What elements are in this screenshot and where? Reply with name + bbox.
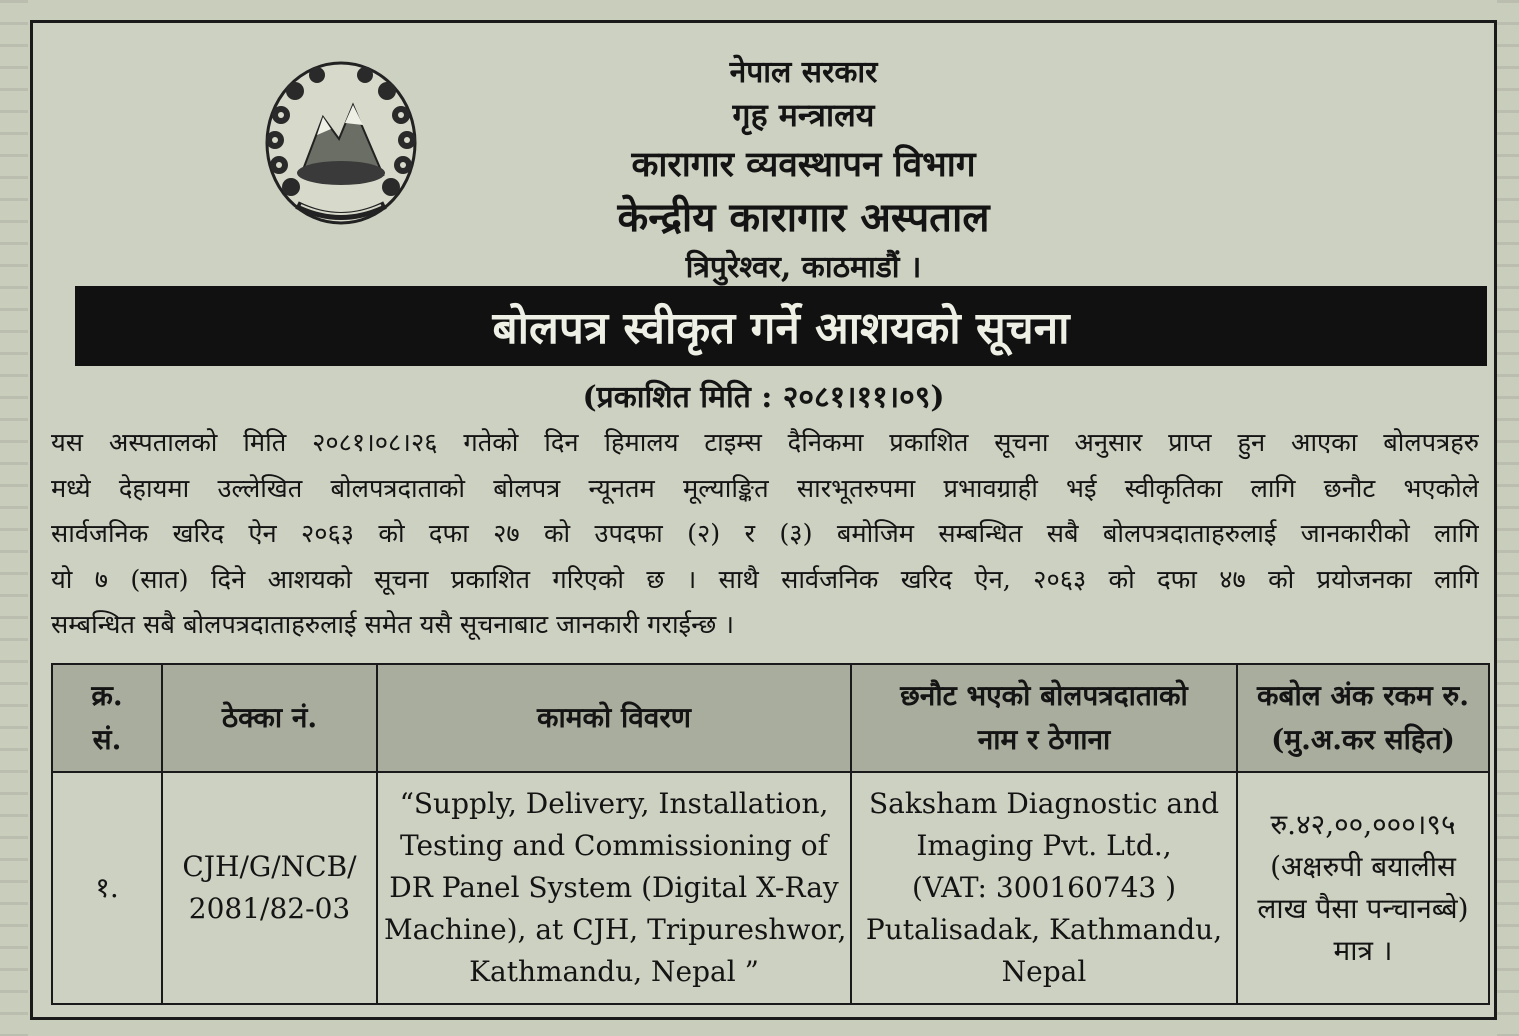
cell-work-description xyxy=(377,772,851,1004)
tender-table xyxy=(51,663,1490,1005)
work-description-line: “Supply, Delivery, Installation, xyxy=(399,787,829,820)
bidder-line: Saksham Diagnostic and xyxy=(868,787,1220,820)
ministry-name: गृह मन्त्रालय xyxy=(732,96,875,134)
amount-line: रु.४२,००,०००।९५ xyxy=(1270,808,1456,841)
header-contract-no: ठेक्का नं. xyxy=(162,664,377,772)
publication-date: (प्रकाशित मिति : २०८१।११।०९) xyxy=(582,380,945,415)
notice-title-banner xyxy=(75,286,1487,366)
body-line: यो ७ (सात) दिने आशयको सूचना प्रकाशित गरिएको छ । साथै सार्वजनिक खरिद ऐन, २०६३ को दफा ४७ को प्रयोजनका लागि xyxy=(51,564,1479,595)
bidder-line: (VAT: 300160743 ) xyxy=(911,871,1177,904)
work-description-line: Kathmandu, Nepal ” xyxy=(469,955,759,988)
amount-line: लाख पैसा पन्चानब्बे) xyxy=(1257,892,1469,925)
bidder-line: Putalisadak, Kathmandu, xyxy=(865,913,1223,946)
table-row xyxy=(52,772,1489,1004)
cell-sn: १. xyxy=(52,772,162,1004)
department-name: कारागार व्यवस्थापन विभाग xyxy=(631,144,976,185)
header-bidder xyxy=(851,664,1237,772)
header-bidder-line: नाम र ठेगाना xyxy=(977,723,1111,756)
header-sn xyxy=(52,664,162,772)
amount-line: (अक्षरुपी बयालीस xyxy=(1270,850,1456,883)
body-line: यस अस्पतालको मिति २०८१।०८।२६ गतेको दिन हिमालय टाइम्स दैनिकमा प्रकाशित सूचना अनुसार प्राप्त हुन आएका बोलपत्रहरु xyxy=(51,428,1479,458)
work-description-line: Machine), at CJH, Tripureshwor, xyxy=(384,913,847,946)
header-work-description: कामको विवरण xyxy=(377,664,851,772)
header-bidder-line: छनौट भएको बोलपत्रदाताको xyxy=(900,679,1188,712)
cell-amount xyxy=(1237,772,1489,1004)
tender-notice xyxy=(30,20,1497,1020)
header-amount-line: कबोल अंक रकम रु. xyxy=(1256,679,1470,712)
notice-body xyxy=(51,421,1479,649)
body-line: सम्बन्धित सबै बोलपत्रदाताहरुलाई समेत यसै सूचनाबाट जानकारी गराईन्छ । xyxy=(51,610,735,640)
body-line: सार्वजनिक खरिद ऐन २०६३ को दफा २७ को उपदफा (२) र (३) बमोजिम सम्बन्धित सबै बोलपत्रदाताहरुलाई जानकारीको लागि xyxy=(51,519,1479,549)
body-line: मध्ये देहायमा उल्लेखित बोलपत्रदाताको बोलपत्र न्यूनतम मूल्याङ्कित सारभूतरुपमा प्रभावग्राही भई स्वीकृतिका लागि छनौट भएकोले xyxy=(51,473,1479,504)
header-amount-line: (मु.अ.कर सहित) xyxy=(1271,723,1455,756)
cell-bidder xyxy=(851,772,1237,1004)
amount-line: मात्र । xyxy=(1333,934,1393,967)
header-amount xyxy=(1237,664,1489,772)
government-name: नेपाल सरकार xyxy=(729,55,878,90)
table-header-row xyxy=(52,664,1489,772)
notice-title: बोलपत्र स्वीकृत गर्ने आशयको सूचना xyxy=(492,303,1070,354)
hospital-name: केन्द्रीय कारागार अस्पताल xyxy=(617,194,990,241)
contract-no-line: CJH/G/NCB/ xyxy=(182,850,357,883)
header-sn-line: सं. xyxy=(92,723,122,756)
bidder-line: Imaging Pvt. Ltd., xyxy=(916,829,1172,862)
bidder-line: Nepal xyxy=(1001,955,1087,988)
address: त्रिपुरेश्वर, काठमाडौं । xyxy=(685,250,922,285)
cell-contract-no xyxy=(162,772,377,1004)
work-description-line: DR Panel System (Digital X-Ray xyxy=(389,871,839,904)
header-sn-line: क्र. xyxy=(91,679,123,712)
bleed-through-texture xyxy=(0,0,28,1036)
contract-no-line: 2081/82-03 xyxy=(188,892,351,925)
work-description-line: Testing and Commissioning of xyxy=(399,829,828,862)
